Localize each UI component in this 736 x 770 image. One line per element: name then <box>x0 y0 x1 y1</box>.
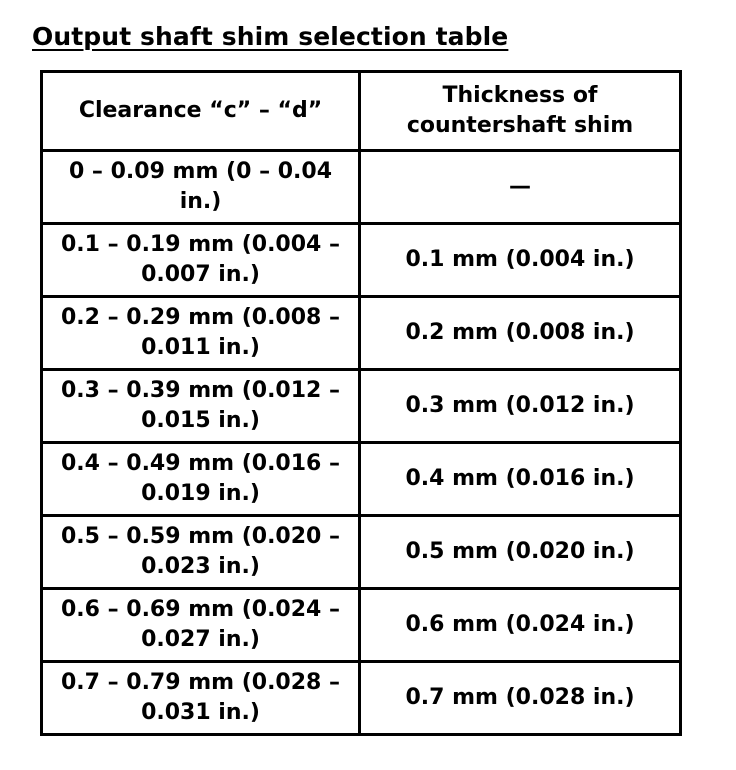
table-row <box>42 151 681 224</box>
clearance-cell: 0.4 – 0.49 mm (0.016 – 0.019 in.) <box>42 443 360 516</box>
header-thickness: Thickness of countershaft shim <box>360 72 681 151</box>
table-row <box>42 443 681 516</box>
table-row <box>42 589 681 662</box>
table-row <box>42 662 681 735</box>
clearance-cell: 0.2 – 0.29 mm (0.008 – 0.011 in.) <box>42 297 360 370</box>
table-header-row <box>42 72 681 151</box>
thickness-cell: 0.3 mm (0.012 in.) <box>360 370 681 443</box>
thickness-cell: 0.2 mm (0.008 in.) <box>360 297 681 370</box>
table-row <box>42 224 681 297</box>
table-row <box>42 370 681 443</box>
clearance-cell: 0.1 – 0.19 mm (0.004 – 0.007 in.) <box>42 224 360 297</box>
table-row <box>42 297 681 370</box>
thickness-cell: 0.7 mm (0.028 in.) <box>360 662 681 735</box>
thickness-cell: 0.1 mm (0.004 in.) <box>360 224 681 297</box>
clearance-cell: 0.5 – 0.59 mm (0.020 – 0.023 in.) <box>42 516 360 589</box>
thickness-cell: 0.4 mm (0.016 in.) <box>360 443 681 516</box>
shim-selection-table <box>40 70 682 736</box>
clearance-cell: 0.7 – 0.79 mm (0.028 – 0.031 in.) <box>42 662 360 735</box>
table-row <box>42 516 681 589</box>
thickness-cell: — <box>360 151 681 224</box>
header-clearance: Clearance “c” – “d” <box>42 72 360 151</box>
clearance-cell: 0.6 – 0.69 mm (0.024 – 0.027 in.) <box>42 589 360 662</box>
thickness-cell: 0.6 mm (0.024 in.) <box>360 589 681 662</box>
thickness-cell: 0.5 mm (0.020 in.) <box>360 516 681 589</box>
clearance-cell: 0 – 0.09 mm (0 – 0.04 in.) <box>42 151 360 224</box>
clearance-cell: 0.3 – 0.39 mm (0.012 – 0.015 in.) <box>42 370 360 443</box>
page-title: Output shaft shim selection table <box>32 22 509 51</box>
